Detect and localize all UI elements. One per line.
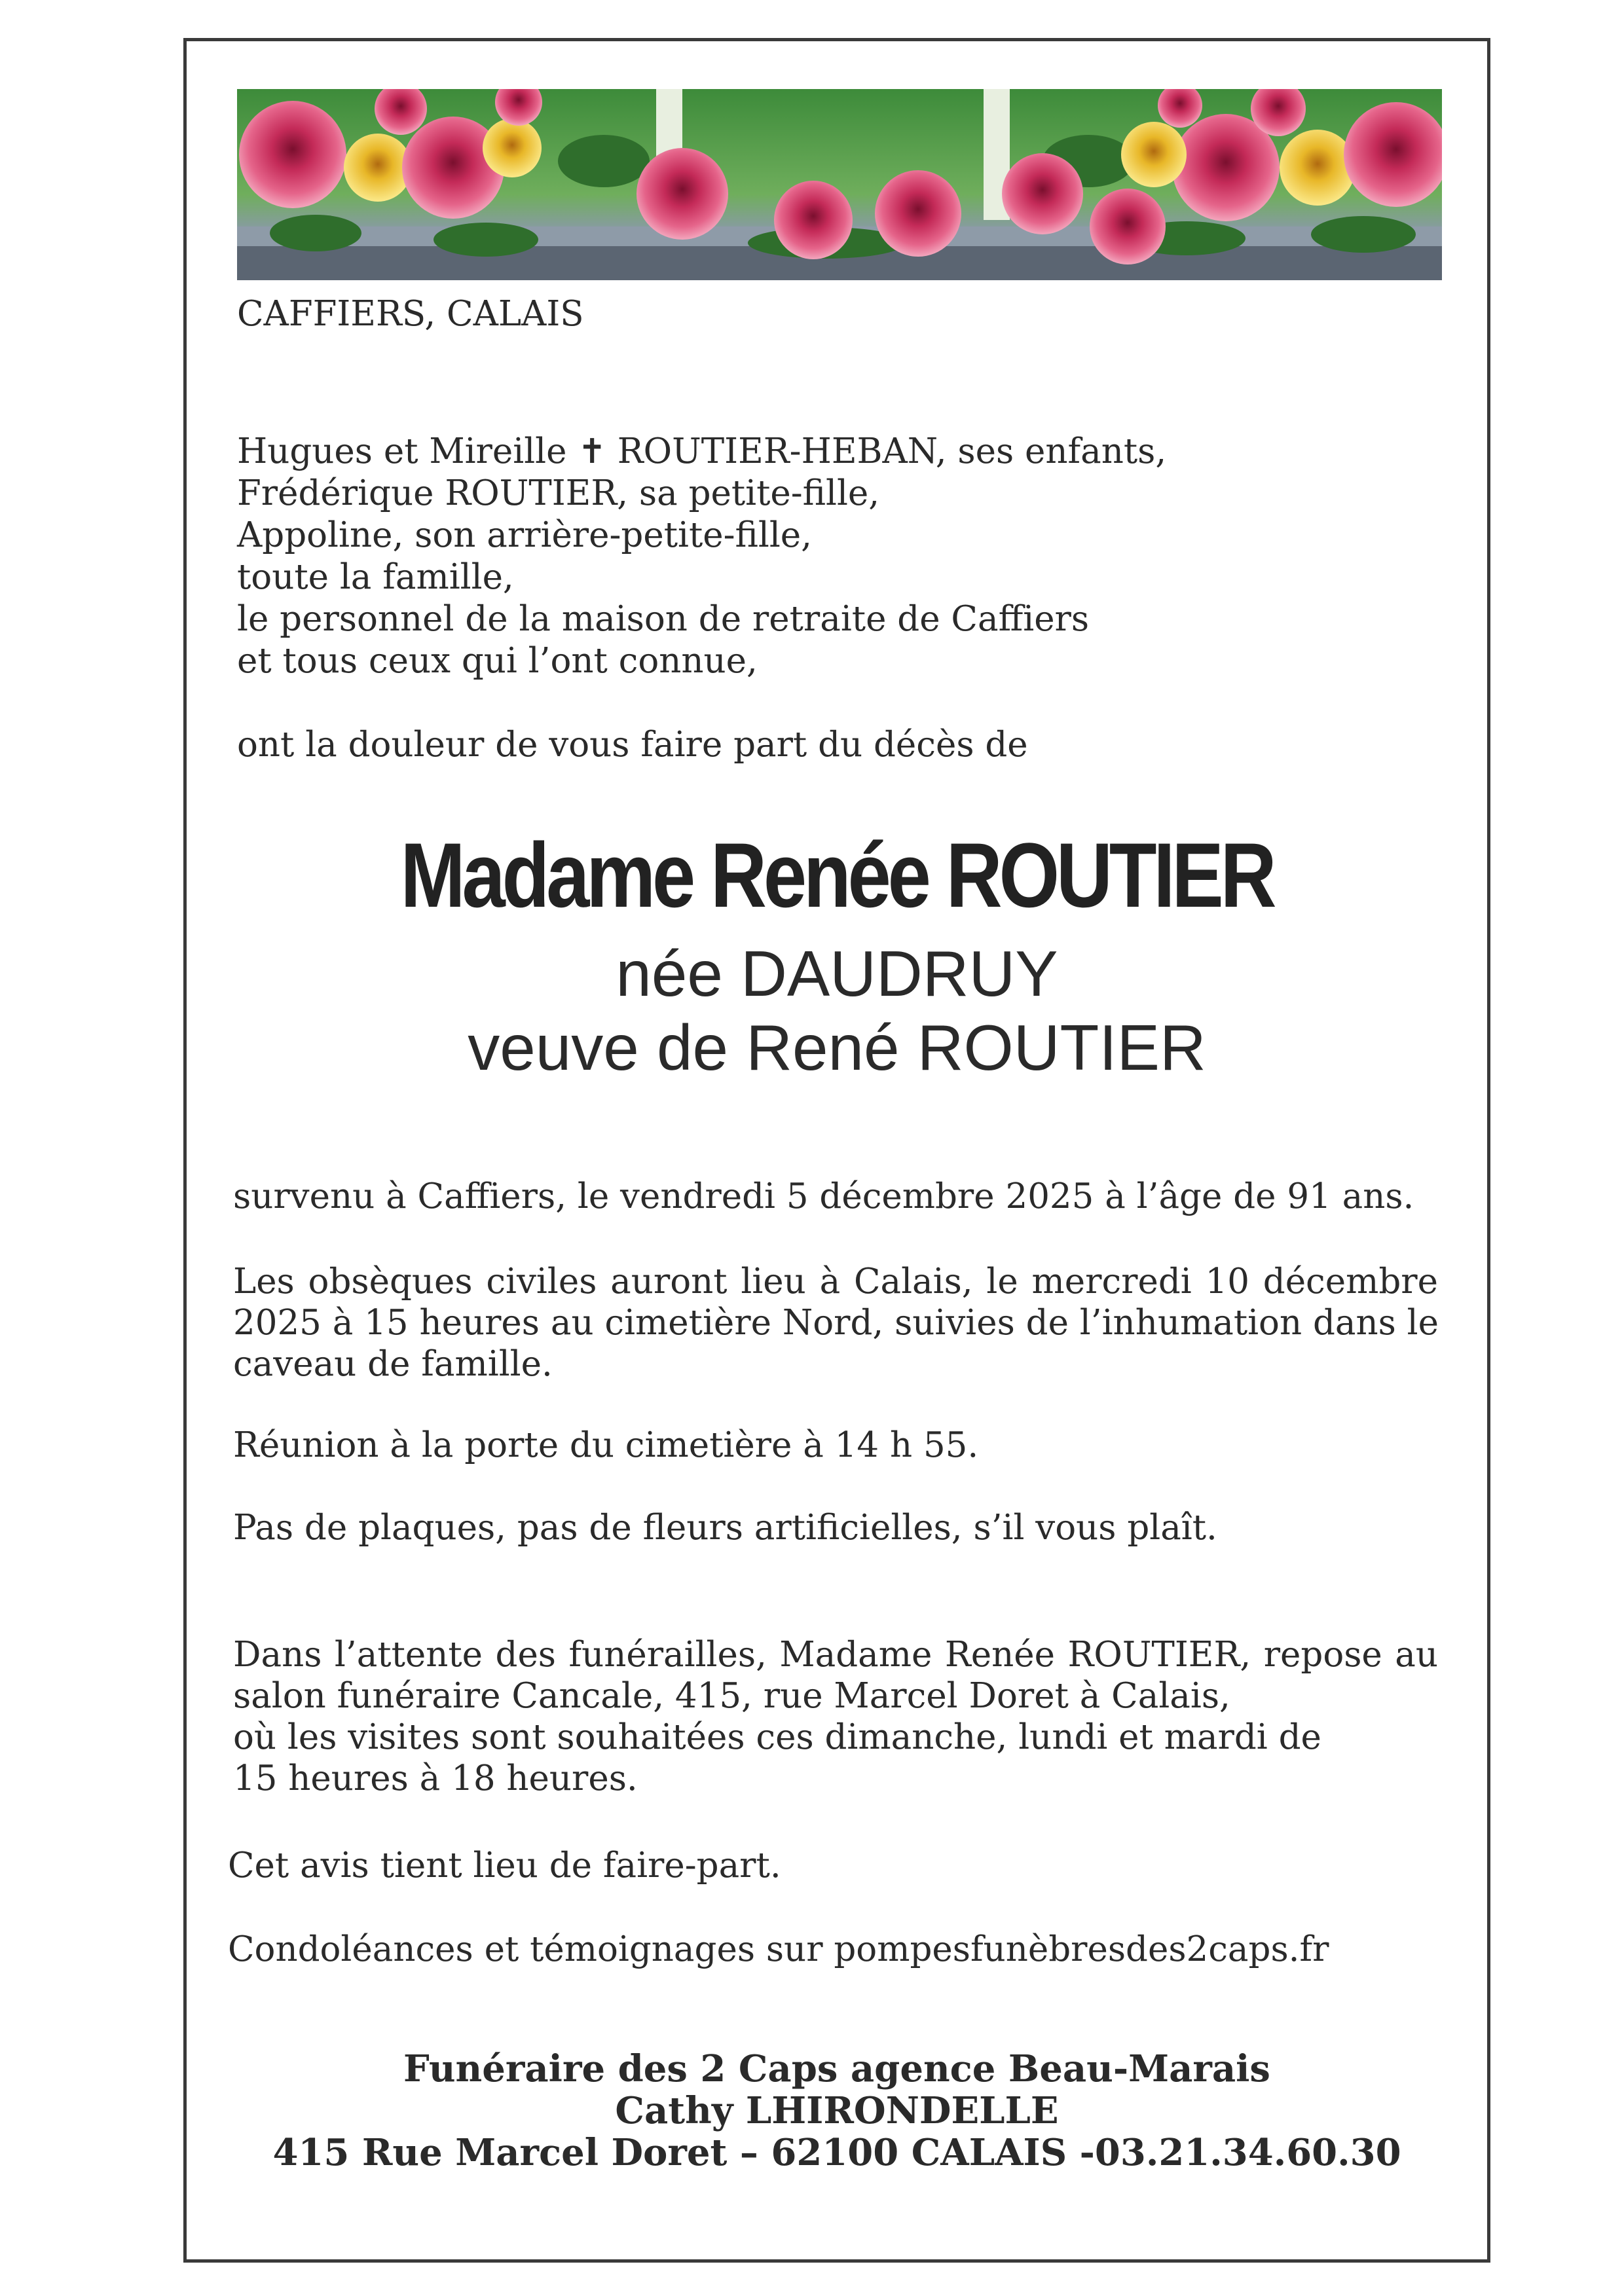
visitation-line-3: où les visites sont souhaitées ces dimanche, lundi et mardi de bbox=[233, 1717, 1321, 1757]
condolences-text: Condoléances et témoignages sur pompesfunèbresdes2caps.fr bbox=[228, 1929, 1329, 1969]
footer-contact: Cathy LHIRONDELLE bbox=[615, 2089, 1059, 2132]
family-list bbox=[237, 431, 1166, 682]
family-line-2: Frédérique ROUTIER, sa petite-fille, bbox=[237, 473, 880, 513]
cross-icon: ✝ bbox=[578, 432, 606, 471]
funeral-line-2: 2025 à 15 heures au cimetière Nord, suivies de l’inhumation dans le bbox=[233, 1303, 1439, 1343]
flowers-text: Pas de plaques, pas de fleurs artificielles, s’il vous plaît. bbox=[233, 1508, 1217, 1548]
visitation-line-4: 15 heures à 18 heures. bbox=[233, 1758, 638, 1798]
intro-text: ont la douleur de vous faire part du décès de bbox=[237, 725, 1028, 765]
roses-banner bbox=[237, 89, 1442, 280]
birth-name: née DAUDRUY bbox=[616, 938, 1058, 1010]
funeral-line-1: Les obsèques civiles auront lieu à Calais, le mercredi 10 décembre bbox=[233, 1262, 1438, 1302]
family-line-5: le personnel de la maison de retraite de Caffiers bbox=[237, 599, 1090, 639]
visitation-paragraph bbox=[233, 1634, 1438, 1799]
death-notice: survenu à Caffiers, le vendredi 5 décembre 2025 à l’âge de 91 ans. bbox=[233, 1176, 1414, 1216]
roses-banner-image bbox=[237, 89, 1442, 280]
visitation-line-1: Dans l’attente des funérailles, Madame Renée ROUTIER, repose au bbox=[233, 1635, 1438, 1675]
notice-text: Cet avis tient lieu de faire-part. bbox=[228, 1846, 781, 1886]
footer-address: 415 Rue Marcel Doret – 62100 CALAIS -03.21.34.60.30 bbox=[272, 2131, 1401, 2174]
footer-agency: Funéraire des 2 Caps agence Beau-Marais bbox=[403, 2047, 1270, 2090]
family-line-3: Appoline, son arrière-petite-fille, bbox=[237, 515, 812, 555]
family-line-1-end: ROUTIER-HEBAN, ses enfants, bbox=[617, 431, 1167, 471]
family-line-1 bbox=[237, 431, 1166, 473]
family-line-1-start: Hugues et Mireille bbox=[237, 431, 567, 471]
meeting-text: Réunion à la porte du cimetière à 14 h 55. bbox=[233, 1425, 979, 1465]
family-line-4: toute la famille, bbox=[237, 557, 514, 597]
deceased-name: Madame Renée ROUTIER bbox=[400, 824, 1274, 926]
location: CAFFIERS, CALAIS bbox=[237, 294, 584, 334]
funeral-line-3: caveau de famille. bbox=[233, 1344, 553, 1384]
funeral-paragraph bbox=[233, 1261, 1438, 1385]
widow-of: veuve de René ROUTIER bbox=[468, 1011, 1206, 1084]
visitation-line-2: salon funéraire Cancale, 415, rue Marcel Doret à Calais, bbox=[233, 1676, 1230, 1716]
family-line-6: et tous ceux qui l’ont connue, bbox=[237, 641, 758, 681]
